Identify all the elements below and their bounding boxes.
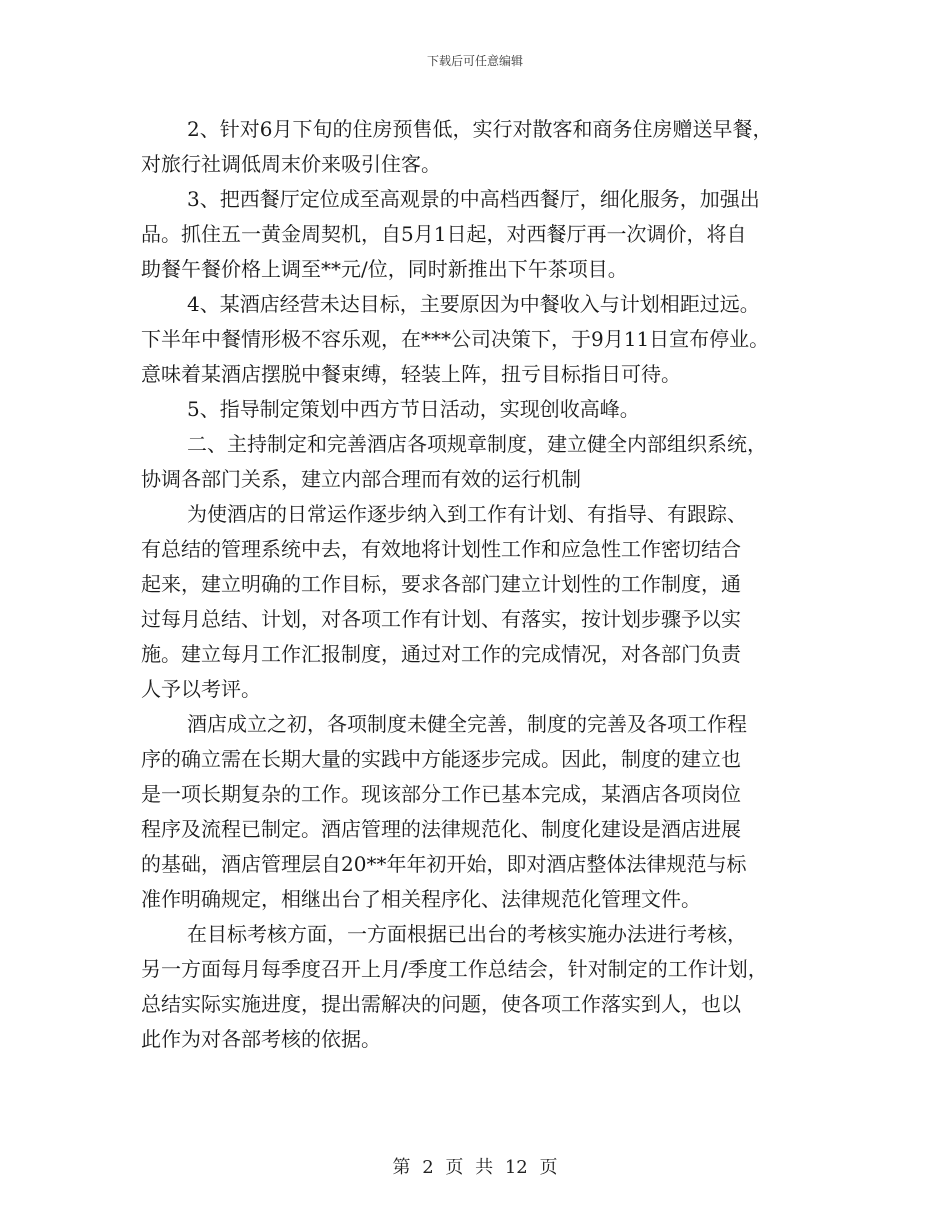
line-text: 意味着某酒店摆脱中餐束缚，轻装上阵，扭亏目标指日可待。: [141, 362, 681, 386]
line-text: 人予以考评。: [141, 677, 261, 701]
page-number-footer: 第 2 页 共 12 页: [392, 1157, 558, 1178]
text-line: [0, 287, 950, 322]
line-text: 此作为对各部考核的依据。: [141, 1027, 381, 1051]
document-body: [0, 112, 950, 1057]
line-text: 2、针对6月下旬的住房预售低，实行对散客和商务住房赠送早餐，: [187, 117, 773, 141]
line-text: 助餐午餐价格上调至**元/位，同时新推出下午茶项目。: [141, 257, 628, 281]
line-text: 为使酒店的日常运作逐步纳入到工作有计划、有指导、有跟踪、: [187, 502, 747, 526]
line-text: 准作明确规定，相继出台了相关程序化、法律规范化管理文件。: [141, 887, 701, 911]
text-line: [0, 882, 950, 917]
text-line: [0, 182, 950, 217]
text-line: [0, 602, 950, 637]
text-line: [0, 847, 950, 882]
line-text: 总结实际实施进度，提出需解决的问题，使各项工作落实到人，也以: [141, 992, 741, 1016]
line-text: 对旅行社调低周末价来吸引住客。: [141, 152, 441, 176]
line-text: 二、主持制定和完善酒店各项规章制度，建立健全内部组织系统，: [187, 432, 767, 456]
text-line: [0, 322, 950, 357]
line-text: 起来，建立明确的工作目标，要求各部门建立计划性的工作制度，通: [141, 572, 741, 596]
page-header: 下载后可任意编辑: [426, 54, 523, 68]
line-text: 5、指导制定策划中西方节日活动，实现创收高峰。: [187, 397, 640, 421]
line-text: 品。抓住五一黄金周契机，自5月1日起，对西餐厅再一次调价，将自: [141, 222, 747, 246]
text-line: [0, 462, 950, 497]
text-line: [0, 147, 950, 182]
text-line: [0, 952, 950, 987]
line-text: 有总结的管理系统中去，有效地将计划性工作和应急性工作密切结合: [141, 537, 741, 561]
line-text: 3、把西餐厅定位成至高观景的中高档西餐厅，细化服务，加强出: [187, 187, 760, 211]
text-line: [0, 252, 950, 287]
line-text: 4、某酒店经营未达目标，主要原因为中餐收入与计划相距过远。: [187, 292, 760, 316]
line-text: 序的确立需在长期大量的实践中方能逐步完成。因此，制度的建立也: [141, 747, 741, 771]
line-text: 是一项长期复杂的工作。现该部分工作已基本完成，某酒店各项岗位: [141, 782, 741, 806]
text-line: [0, 392, 950, 427]
line-text: 协调各部门关系，建立内部合理而有效的运行机制: [141, 467, 581, 491]
text-line: [0, 777, 950, 812]
text-line: [0, 637, 950, 672]
text-line: [0, 672, 950, 707]
text-line: [0, 812, 950, 847]
line-text: 酒店成立之初，各项制度未健全完善，制度的完善及各项工作程: [187, 712, 747, 736]
text-line: [0, 567, 950, 602]
line-text: 施。建立每月工作汇报制度，通过对工作的完成情况，对各部门负责: [141, 642, 741, 666]
text-line: [0, 917, 950, 952]
line-text: 过每月总结、计划，对各项工作有计划、有落实，按计划步骤予以实: [141, 607, 741, 631]
text-line: [0, 987, 950, 1022]
text-line: [0, 742, 950, 777]
line-text: 在目标考核方面，一方面根据已出台的考核实施办法进行考核，: [187, 922, 747, 946]
text-line: [0, 1022, 950, 1057]
line-text: 下半年中餐情形极不容乐观，在***公司决策下，于9月11日宣布停业。: [141, 327, 770, 351]
text-line: [0, 497, 950, 532]
line-text: 另一方面每月每季度召开上月/季度工作总结会，针对制定的工作计划，: [141, 957, 768, 981]
line-text: 的基础，酒店管理层自20**年年初开始，即对酒店整体法律规范与标: [141, 852, 747, 876]
line-text: 程序及流程已制定。酒店管理的法律规范化、制度化建设是酒店进展: [141, 817, 741, 841]
text-line: [0, 532, 950, 567]
text-line: [0, 427, 950, 462]
text-line: [0, 357, 950, 392]
text-line: [0, 112, 950, 147]
text-line: [0, 217, 950, 252]
text-line: [0, 707, 950, 742]
